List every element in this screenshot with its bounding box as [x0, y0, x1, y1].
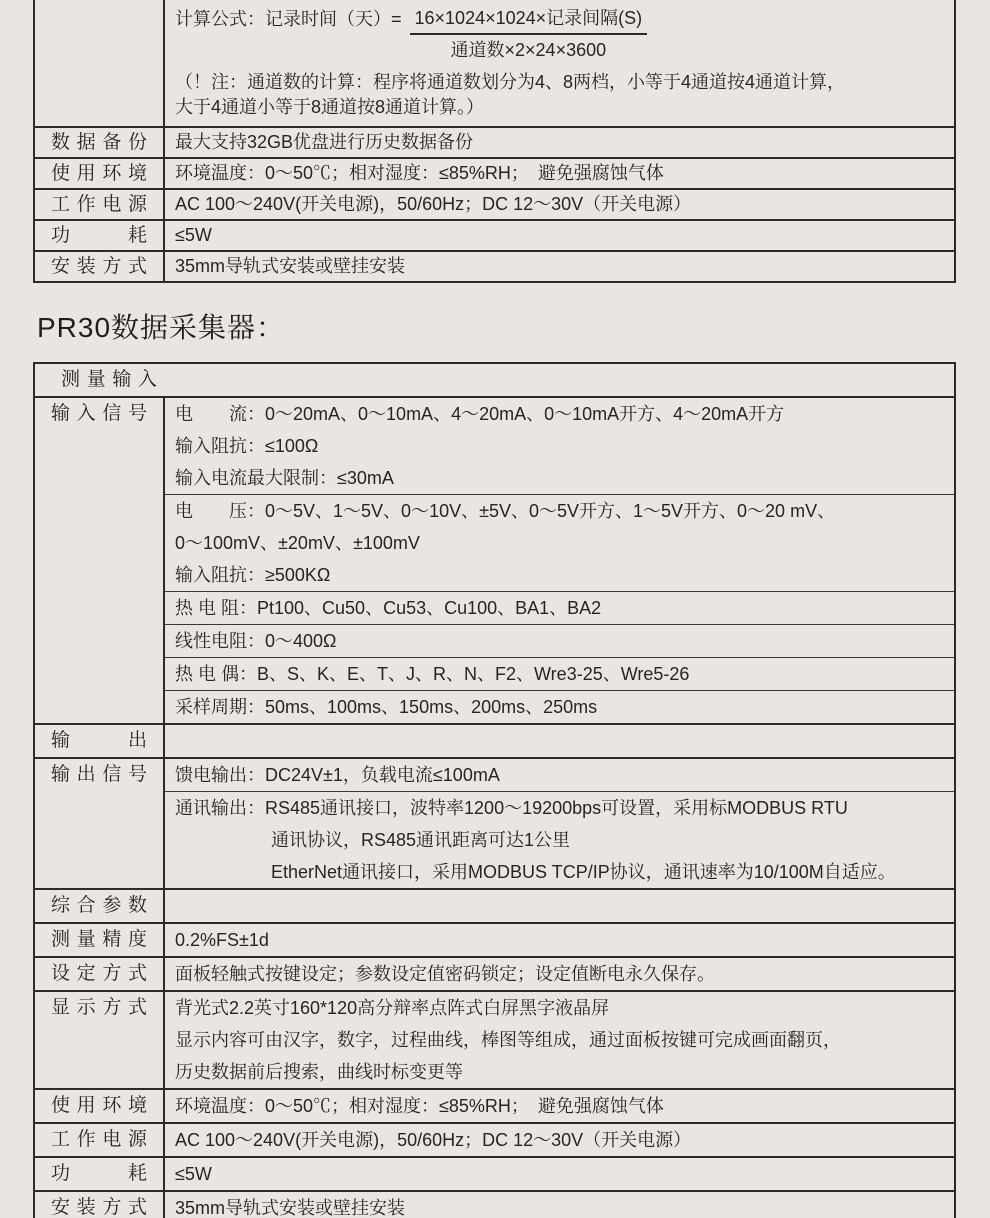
row-label-cell-empty — [35, 0, 165, 126]
row-value-cell — [165, 992, 954, 1088]
formula-prefix: 计算公式：记录时间（天）= — [175, 9, 402, 29]
row-value-cell — [165, 128, 954, 157]
spec-line: 0～100mV、±20mV、±100mV — [175, 533, 420, 553]
row-label: 使用环境 — [51, 1095, 147, 1116]
record-time-formula — [165, 5, 954, 63]
row-value: ≤5W — [175, 1164, 212, 1184]
row-label: 设定方式 — [51, 963, 147, 984]
table-row-input-signal — [35, 396, 954, 723]
formula-fraction — [410, 5, 648, 63]
table-row-measure-input-header — [35, 364, 954, 396]
row-label-cell — [35, 128, 165, 157]
table-row-operating-environment — [35, 157, 954, 188]
spec-line: 输入电流最大限制：≤30mA — [175, 468, 394, 488]
spec-line: 电 压：0～5V、1～5V、0～10V、±5V、0～5V开方、1～5V开方、0～20 mV、 — [175, 501, 836, 521]
row-value-cell — [165, 252, 954, 281]
row-label-cell — [35, 1192, 165, 1218]
row-value: 35mm导轨式安装或壁挂安装 — [175, 1198, 406, 1218]
spec-line: 热 电 偶：B、S、K、E、T、J、R、N、F2、Wre3-25、Wre5-26 — [175, 664, 690, 684]
spec-line: EtherNet通讯接口，采用MODBUS TCP/IP协议，通讯速率为10/100M自适应。 — [271, 862, 896, 882]
table-row-output-header — [35, 723, 954, 757]
channel-count-note — [165, 70, 954, 120]
row-label-cell — [35, 992, 165, 1088]
spec-line: 显示内容可由汉字，数字，过程曲线，棒图等组成，通过面板按键可完成画面翻页， — [175, 1030, 841, 1050]
sampling-period-block — [165, 690, 954, 723]
table-row-data-backup — [35, 126, 954, 157]
row-value-cell — [165, 398, 954, 723]
row-label: 工作电源 — [51, 194, 147, 215]
row-label: 数据备份 — [51, 132, 147, 153]
row-value: 环境温度：0～50℃；相对湿度：≤85%RH； 避免强腐蚀气体 — [175, 163, 664, 183]
pr30-section-title: PR30数据采集器： — [37, 312, 286, 343]
empty-line — [165, 890, 954, 922]
row-label: 功耗 — [51, 1163, 147, 1184]
note-line: （！注：通道数的计算：程序将通道数划分为4、8两档，小等于4通道按4通道计算， — [175, 72, 846, 92]
row-label-cell — [35, 1124, 165, 1156]
table-row-power-supply — [35, 1122, 954, 1156]
spec-line: 背光式2.2英寸160*120高分辩率点阵式白屏黑字液晶屏 — [175, 998, 610, 1018]
section-label: 综合参数 — [51, 895, 147, 916]
row-label: 功耗 — [51, 225, 147, 246]
row-value-cell — [165, 1158, 954, 1190]
table-row-power-consumption — [35, 219, 954, 250]
row-value-cell-empty — [165, 725, 954, 757]
recorder-spec-table — [33, 0, 956, 283]
row-label-cell — [35, 958, 165, 990]
spec-line: 通讯协议，RS485通讯距离可达1公里 — [271, 830, 571, 850]
row-label: 输出信号 — [51, 764, 147, 785]
row-label: 安装方式 — [51, 256, 147, 277]
spec-line: 历史数据前后搜索，曲线时标变更等 — [175, 1062, 463, 1082]
fraction-numerator: 16×1024×1024×记录间隔(S) — [410, 5, 648, 35]
row-label-cell — [35, 1158, 165, 1190]
row-value-cell — [165, 0, 954, 126]
table-row-operating-environment — [35, 1088, 954, 1122]
row-label: 显示方式 — [51, 997, 147, 1018]
row-label-cell — [35, 924, 165, 956]
row-label: 测量精度 — [51, 929, 147, 950]
row-value-cell — [165, 190, 954, 219]
spec-line: 馈电输出：DC24V±1，负载电流≤100mA — [175, 765, 500, 785]
table-row-record-time-formula — [35, 0, 954, 126]
table-row-power-consumption — [35, 1156, 954, 1190]
row-label: 安装方式 — [51, 1197, 147, 1218]
row-label-cell — [35, 221, 165, 250]
table-row-general-params-header — [35, 888, 954, 922]
row-value: 环境温度：0～50℃；相对湿度：≤85%RH； 避免强腐蚀气体 — [175, 1096, 664, 1116]
table-row-mounting — [35, 1190, 954, 1218]
row-label: 使用环境 — [51, 163, 147, 184]
current-input-block — [165, 398, 954, 494]
row-label-cell — [35, 252, 165, 281]
row-label-cell — [35, 398, 165, 723]
thermocouple-block — [165, 657, 954, 690]
table-row-output-signal — [35, 757, 954, 888]
row-value: ≤5W — [175, 225, 212, 245]
row-label-cell — [35, 725, 165, 757]
row-label-cell — [35, 1090, 165, 1122]
row-value-cell-empty — [165, 890, 954, 922]
row-value: AC 100～240V(开关电源)，50/60Hz；DC 12～30V（开关电源） — [175, 1130, 692, 1150]
spec-line: 输入阻抗：≤100Ω — [175, 436, 319, 456]
row-value: AC 100～240V(开关电源)，50/60Hz；DC 12～30V（开关电源） — [175, 194, 692, 214]
power-feed-output-block — [165, 759, 954, 791]
row-value: 面板轻触式按键设定；参数设定值密码锁定；设定值断电永久保存。 — [175, 964, 715, 984]
row-label: 输入信号 — [51, 403, 147, 424]
row-label-cell — [35, 759, 165, 888]
pr30-spec-table — [33, 362, 956, 1218]
table-row-setting-method — [35, 956, 954, 990]
spec-line: 线性电阻：0～400Ω — [175, 631, 337, 651]
row-value-cell — [165, 1192, 954, 1218]
table-row-power-supply — [35, 188, 954, 219]
row-value-cell — [165, 1124, 954, 1156]
row-value-cell — [165, 759, 954, 888]
row-label-cell — [35, 190, 165, 219]
fraction-denominator: 通道数×2×24×3600 — [450, 40, 607, 60]
row-value: 最大支持32GB优盘进行历史数据备份 — [175, 132, 474, 152]
linear-resistance-block — [165, 624, 954, 657]
row-value-cell — [165, 1090, 954, 1122]
empty-line — [165, 725, 954, 757]
spec-line: 通讯输出：RS485通讯接口，波特率1200～19200bps可设置，采用标MODBUS RTU — [175, 798, 848, 818]
row-value-cell — [165, 221, 954, 250]
communication-output-block — [165, 791, 954, 888]
rtd-input-block — [165, 591, 954, 624]
voltage-input-block — [165, 494, 954, 591]
table-row-measure-accuracy — [35, 922, 954, 956]
row-label-cell — [35, 159, 165, 188]
row-label-cell — [35, 890, 165, 922]
spec-line: 输入阻抗：≥500KΩ — [175, 565, 331, 585]
table-row-mounting — [35, 250, 954, 281]
row-value-cell — [165, 958, 954, 990]
spec-line: 采样周期：50ms、100ms、150ms、200ms、250ms — [175, 697, 598, 717]
section-label: 输出 — [51, 730, 147, 751]
row-value-cell — [165, 159, 954, 188]
spec-line: 热 电 阻：Pt100、Cu50、Cu53、Cu100、BA1、BA2 — [175, 598, 602, 618]
table-row-display-method — [35, 990, 954, 1088]
section-label: 测量输入 — [61, 369, 157, 390]
note-line: 大于4通道小等于8通道按8通道计算。） — [175, 97, 485, 117]
row-label: 工作电源 — [51, 1129, 147, 1150]
row-value-cell — [165, 924, 954, 956]
row-value: 0.2%FS±1d — [175, 930, 269, 950]
spec-line: 电 流：0～20mA、0～10mA、4～20mA、0～10mA开方、4～20mA开方 — [175, 404, 785, 424]
row-value: 35mm导轨式安装或壁挂安装 — [175, 256, 406, 276]
